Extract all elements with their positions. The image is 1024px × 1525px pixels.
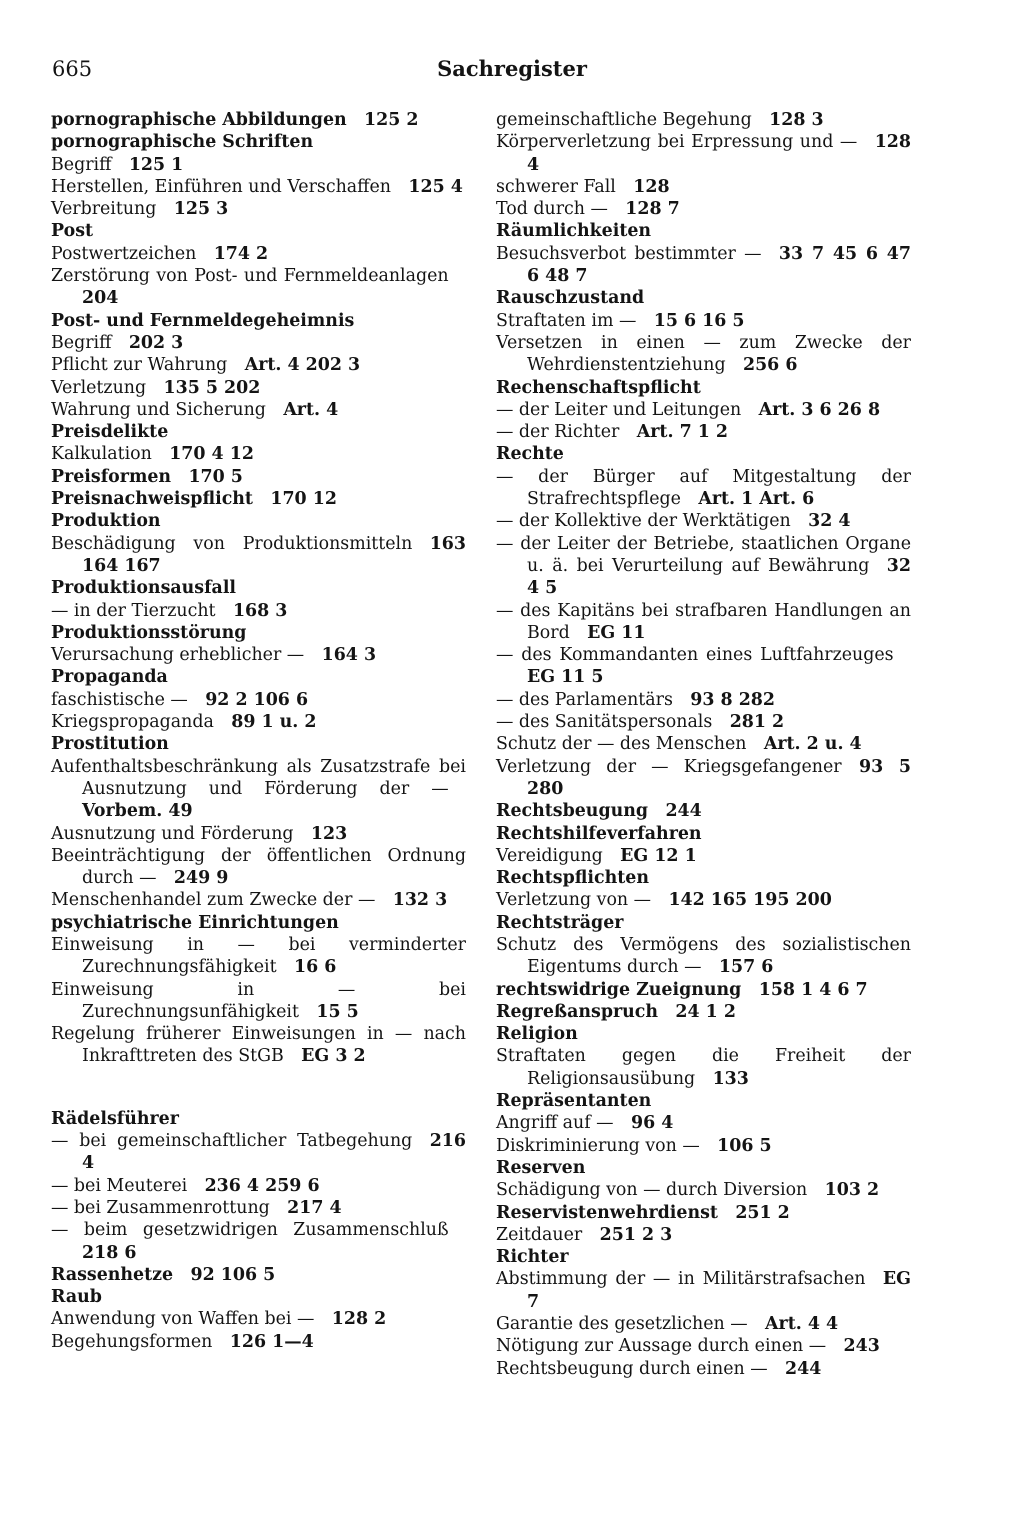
index-term: Nötigung zur Aussage durch einen — [496, 1336, 827, 1357]
index-subentry [496, 131, 911, 176]
index-heading [496, 443, 911, 465]
index-term: — der Leiter und Leitungen [496, 399, 742, 420]
index-reference: 236 4 259 6 [204, 1175, 320, 1196]
index-subentry [496, 756, 911, 801]
index-reference: 256 6 [742, 355, 798, 376]
index-term: Rechenschaftspflicht [496, 377, 701, 398]
index-reference: 217 4 [287, 1197, 342, 1218]
index-subentry [496, 1335, 911, 1357]
index-term: — in der Tierzucht [51, 600, 216, 621]
index-term: Straftaten im — [496, 310, 637, 331]
index-term: Rauschzustand [496, 288, 645, 309]
index-heading [496, 1157, 911, 1179]
index-heading [496, 823, 911, 845]
index-heading [51, 622, 466, 644]
index-term: Vereidigung [496, 845, 603, 866]
index-subentry [51, 1308, 466, 1330]
index-term: Rechtsträger [496, 912, 624, 933]
index-heading [51, 421, 466, 443]
index-reference: 158 1 4 6 7 [758, 979, 868, 1000]
index-heading [51, 488, 466, 510]
index-subentry [496, 1358, 911, 1380]
index-heading [51, 912, 466, 934]
index-term: — der Richter [496, 422, 620, 443]
index-term: Kalkulation [51, 444, 152, 465]
index-subentry [496, 399, 911, 421]
index-term: — der Bürger auf Mitgestaltung der Strafrechtspflege [496, 466, 911, 510]
index-subentry [51, 1023, 466, 1068]
index-heading [51, 510, 466, 532]
index-term: Reserven [496, 1157, 586, 1178]
index-reference: 170 12 [270, 489, 337, 510]
index-subentry [496, 689, 911, 711]
index-reference: 249 9 [173, 868, 229, 889]
index-heading [51, 1264, 466, 1286]
index-reference: 164 3 [321, 645, 377, 666]
index-term: pornographische Abbildungen [51, 110, 347, 130]
index-heading [496, 867, 911, 889]
index-term: — bei Zusammenrottung [51, 1197, 270, 1218]
index-subentry [496, 198, 911, 220]
index-term: — des Parlamentärs [496, 689, 673, 710]
index-reference: 204 [82, 288, 119, 309]
index-subentry [496, 510, 911, 532]
index-subentry [496, 1179, 911, 1201]
index-term: Tod durch — [496, 199, 608, 220]
index-subentry [496, 332, 911, 377]
index-term: Pflicht zur Wahrung [51, 355, 228, 376]
index-reference: 168 3 [232, 600, 288, 621]
index-subentry [51, 600, 466, 622]
index-heading [496, 220, 911, 242]
index-subentry [51, 1130, 466, 1175]
index-subentry [496, 644, 911, 689]
index-reference: 32 4 [808, 511, 851, 532]
index-reference: 251 2 [735, 1202, 790, 1223]
index-subentry [496, 733, 911, 755]
index-reference: 128 2 [331, 1309, 387, 1330]
index-subentry [51, 644, 466, 666]
index-term: Post [51, 221, 94, 242]
index-subentry [51, 265, 466, 310]
index-term: Ausnutzung und Förderung [51, 823, 294, 844]
index-term: Diskriminierung von — [496, 1135, 700, 1156]
index-subentry [496, 1224, 911, 1246]
index-reference: 244 [785, 1358, 822, 1379]
index-reference: 33 7 45 6 47 6 48 7 [527, 243, 911, 287]
index-heading [496, 1001, 911, 1023]
index-heading [496, 1023, 911, 1045]
index-subentry [51, 154, 466, 176]
index-subentry [51, 979, 466, 1024]
index-term: Rassenhetze [51, 1264, 174, 1285]
index-heading [51, 666, 466, 688]
index-term: Reservistenwehrdienst [496, 1202, 718, 1223]
index-term: Rädelsführer [51, 1108, 179, 1129]
index-subentry [496, 1268, 911, 1313]
index-term: Raub [51, 1287, 102, 1308]
index-subentry [51, 711, 466, 733]
index-subentry [496, 176, 911, 198]
index-subentry [496, 934, 911, 979]
index-term: Prostitution [51, 734, 169, 755]
index-term: faschistische — [51, 689, 188, 710]
index-subentry [51, 1175, 466, 1197]
index-term: Rechtsbeugung durch einen — [496, 1358, 768, 1379]
index-term: Besuchsverbot bestimmter — [496, 243, 762, 264]
index-reference: Art. 4 [283, 399, 339, 420]
index-column-right [496, 109, 911, 1380]
index-reference: 125 4 [408, 176, 463, 197]
index-term: Rechte [496, 444, 564, 465]
index-heading [51, 733, 466, 755]
index-term: Wahrung und Sicherung [51, 399, 266, 420]
index-subentry [51, 1219, 466, 1264]
index-heading [496, 1246, 911, 1268]
index-subentry [496, 600, 911, 645]
index-subentry [496, 711, 911, 733]
index-heading [51, 466, 466, 488]
index-heading [496, 912, 911, 934]
index-subentry [51, 354, 466, 376]
index-subentry [496, 421, 911, 443]
index-reference: 202 3 [128, 332, 184, 353]
index-term: Beeinträchtigung der öffentlichen Ordnung durch — [51, 845, 466, 889]
index-term: Rechtsbeugung [496, 801, 649, 822]
index-reference: EG 7 [527, 1269, 911, 1312]
index-term: — bei Meuterei [51, 1175, 188, 1196]
index-term: Einweisung in — bei Zurechnungsunfähigkeit [51, 979, 466, 1022]
index-subentry [51, 1197, 466, 1219]
index-heading [51, 577, 466, 599]
index-term: Regelung früherer Einweisungen in — nach Inkrafttreten des StGB [51, 1024, 466, 1067]
index-term: — beim gesetzwidrigen Zusammenschluß [51, 1220, 449, 1241]
index-term: Verbreitung [51, 199, 157, 220]
index-term: Preisformen [51, 466, 172, 487]
index-reference: 16 6 [293, 957, 337, 978]
index-subentry [496, 310, 911, 332]
index-heading [496, 377, 911, 399]
index-reference: 128 7 [625, 199, 680, 220]
index-term: Produktionsausfall [51, 578, 237, 599]
index-subentry [496, 1135, 911, 1157]
index-reference: 128 4 [527, 132, 911, 175]
index-reference: EG 11 [587, 622, 646, 643]
index-reference: 106 5 [717, 1135, 772, 1156]
index-subentry [496, 1313, 911, 1335]
index-reference: 15 5 [316, 1001, 359, 1022]
index-reference: 125 1 [128, 154, 184, 175]
index-reference: 243 [843, 1336, 880, 1357]
index-subentry [51, 756, 466, 823]
index-term: Zeitdauer [496, 1224, 583, 1245]
index-term: Anwendung von Waffen bei — [51, 1309, 315, 1330]
index-reference: Art. 4 4 [765, 1314, 839, 1335]
index-term: Angriff auf — [496, 1113, 614, 1134]
index-term: — bei gemeinschaftlicher Tatbegehung [51, 1131, 413, 1152]
index-term: Verletzung von — [496, 890, 652, 911]
index-term: Begriff [51, 332, 112, 353]
index-reference: Art. 2 u. 4 [763, 734, 862, 755]
index-heading [51, 1108, 466, 1130]
index-subentry [51, 443, 466, 465]
index-term: Repräsentanten [496, 1091, 652, 1112]
index-subentry [51, 1331, 466, 1353]
index-heading [51, 220, 466, 242]
index-term: Abstimmung der — in Militärstrafsachen [496, 1269, 866, 1290]
index-reference: 126 1—4 [229, 1331, 314, 1352]
index-subentry [51, 689, 466, 711]
index-subentry [51, 377, 466, 399]
index-term: Körperverletzung bei Erpressung und — [496, 132, 858, 153]
index-term: Herstellen, Einführen und Verschaffen [51, 176, 391, 197]
index-term: — des Sanitätspersonals [496, 712, 713, 733]
index-term: Einweisung in — bei verminderter Zurechnungsfähigkeit [51, 934, 466, 978]
index-heading [496, 1202, 911, 1224]
index-term: Räumlichkeiten [496, 221, 652, 242]
index-subentry [51, 823, 466, 845]
index-reference: EG 12 1 [620, 845, 697, 866]
index-reference: 15 6 16 5 [653, 310, 745, 331]
index-reference: 174 2 [213, 243, 269, 264]
index-reference: 123 [310, 823, 348, 844]
index-term: — des Kapitäns bei strafbaren Handlungen an Bord [496, 600, 911, 643]
index-term: Produktionsstörung [51, 622, 247, 643]
index-term: Preisnachweispflicht [51, 489, 253, 510]
index-reference: 93 8 282 [690, 689, 776, 710]
index-heading [496, 1090, 911, 1112]
index-subentry [496, 243, 911, 288]
page-title: Sachregister [437, 56, 587, 81]
index-reference: 133 [712, 1068, 749, 1089]
index-term: Produktion [51, 511, 161, 532]
index-reference: Art. 3 6 26 8 [758, 399, 881, 420]
index-reference: Art. 1 Art. 6 [698, 489, 815, 510]
index-reference: Art. 4 202 3 [244, 355, 361, 376]
index-subentry [51, 889, 466, 911]
index-reference: 218 6 [82, 1242, 137, 1263]
index-reference: Art. 7 1 2 [636, 422, 728, 443]
index-term: Rechtshilfeverfahren [496, 823, 702, 844]
index-term: Schädigung von — durch Diversion [496, 1180, 808, 1201]
index-reference: 135 5 202 [163, 377, 261, 398]
index-subentry [496, 1112, 911, 1134]
index-term: Begriff [51, 154, 112, 175]
index-term: Verursachung erheblicher — [51, 645, 305, 666]
index-term: rechtswidrige Zueignung [496, 979, 742, 1000]
index-term: Verletzung der — Kriegsgefangener [496, 756, 842, 777]
index-heading [51, 131, 466, 153]
index-subentry [496, 466, 911, 511]
index-term: Aufenthaltsbeschränkung als Zusatzstrafe bei Ausnutzung und Förderung der — [51, 756, 466, 799]
index-term: Straftaten gegen die Freiheit der Religionsausübung [496, 1046, 911, 1089]
index-term: gemeinschaftliche Begehung [496, 110, 752, 130]
index-reference: 89 1 u. 2 [231, 712, 317, 733]
index-reference: EG 11 5 [527, 667, 604, 688]
index-term: Post- und Fernmeldegeheimnis [51, 310, 355, 331]
index-term: Verletzung [51, 377, 147, 398]
index-subentry [496, 889, 911, 911]
index-reference: 103 2 [824, 1180, 880, 1201]
index-term: schwerer Fall [496, 176, 616, 197]
index-term: Beschädigung von Produktionsmitteln [51, 533, 413, 554]
index-subentry [51, 198, 466, 220]
index-reference: 24 1 2 [675, 1001, 736, 1022]
index-term: Zerstörung von Post- und Fernmeldeanlagen [51, 266, 449, 287]
index-subentry [51, 176, 466, 198]
index-subentry [51, 332, 466, 354]
index-term: Versetzen in einen — zum Zwecke der Wehrdienstentziehung [496, 332, 911, 376]
index-term: Propaganda [51, 667, 168, 688]
index-reference: 163 164 167 [82, 533, 466, 576]
index-term: Religion [496, 1024, 578, 1045]
index-reference: Vorbem. 49 [82, 801, 193, 822]
index-term: — der Leiter der Betriebe, staatlichen Organe u. ä. bei Verurteilung auf Bewährung [496, 533, 911, 576]
index-term: Schutz des Vermögens des sozialistischen Eigentums durch — [496, 934, 911, 978]
index-reference: 132 3 [392, 890, 448, 911]
index-subentry [496, 1045, 911, 1090]
index-column-left [51, 109, 466, 1353]
index-subentry [51, 934, 466, 979]
index-reference: 170 5 [188, 466, 243, 487]
index-reference: 125 2 [364, 110, 419, 130]
index-heading [496, 979, 911, 1001]
index-heading [51, 109, 466, 131]
index-reference: 244 [665, 801, 702, 822]
index-reference: 92 2 106 6 [205, 689, 309, 710]
index-subentry [51, 243, 466, 265]
index-term: Regreßanspruch [496, 1001, 659, 1022]
index-reference: 216 4 [82, 1131, 466, 1174]
index-reference: 93 5 280 [527, 756, 911, 799]
index-reference: 92 106 5 [190, 1264, 276, 1285]
index-reference: 128 [633, 176, 670, 197]
index-term: psychiatrische Einrichtungen [51, 912, 339, 933]
index-term: Schutz der — des Menschen [496, 734, 747, 755]
index-reference: 170 4 12 [169, 444, 254, 465]
index-term: — des Kommandanten eines Luftfahrzeuges [496, 645, 894, 666]
index-heading [51, 1286, 466, 1308]
index-reference: 142 165 195 200 [668, 890, 832, 911]
index-heading [496, 800, 911, 822]
index-subentry [51, 399, 466, 421]
index-term: Menschenhandel zum Zwecke der — [51, 890, 376, 911]
index-term: Begehungsformen [51, 1331, 213, 1352]
index-heading [51, 310, 466, 332]
index-reference: 281 2 [729, 712, 785, 733]
index-term: Kriegspropaganda [51, 712, 214, 733]
index-reference: 96 4 [630, 1113, 674, 1134]
index-term: — der Kollektive der Werktätigen [496, 511, 791, 532]
index-term: Postwertzeichen [51, 243, 197, 264]
index-subentry [496, 845, 911, 867]
index-reference: 125 3 [173, 199, 229, 220]
index-reference: 251 2 3 [599, 1224, 673, 1245]
index-term: pornographische Schriften [51, 132, 314, 153]
index-subentry [51, 533, 466, 578]
page-number: 665 [52, 57, 93, 81]
index-term: Richter [496, 1247, 569, 1268]
index-subentry [496, 109, 911, 131]
index-subentry [51, 845, 466, 890]
index-reference: 157 6 [718, 957, 774, 978]
index-heading [496, 287, 911, 309]
index-reference: EG 3 2 [301, 1046, 366, 1067]
index-reference: 32 4 5 [527, 555, 911, 599]
index-subentry [496, 533, 911, 600]
index-reference: 128 3 [769, 110, 824, 130]
index-term: Garantie des gesetzlichen — [496, 1314, 748, 1335]
index-term: Preisdelikte [51, 422, 169, 443]
index-term: Rechtspflichten [496, 868, 649, 889]
